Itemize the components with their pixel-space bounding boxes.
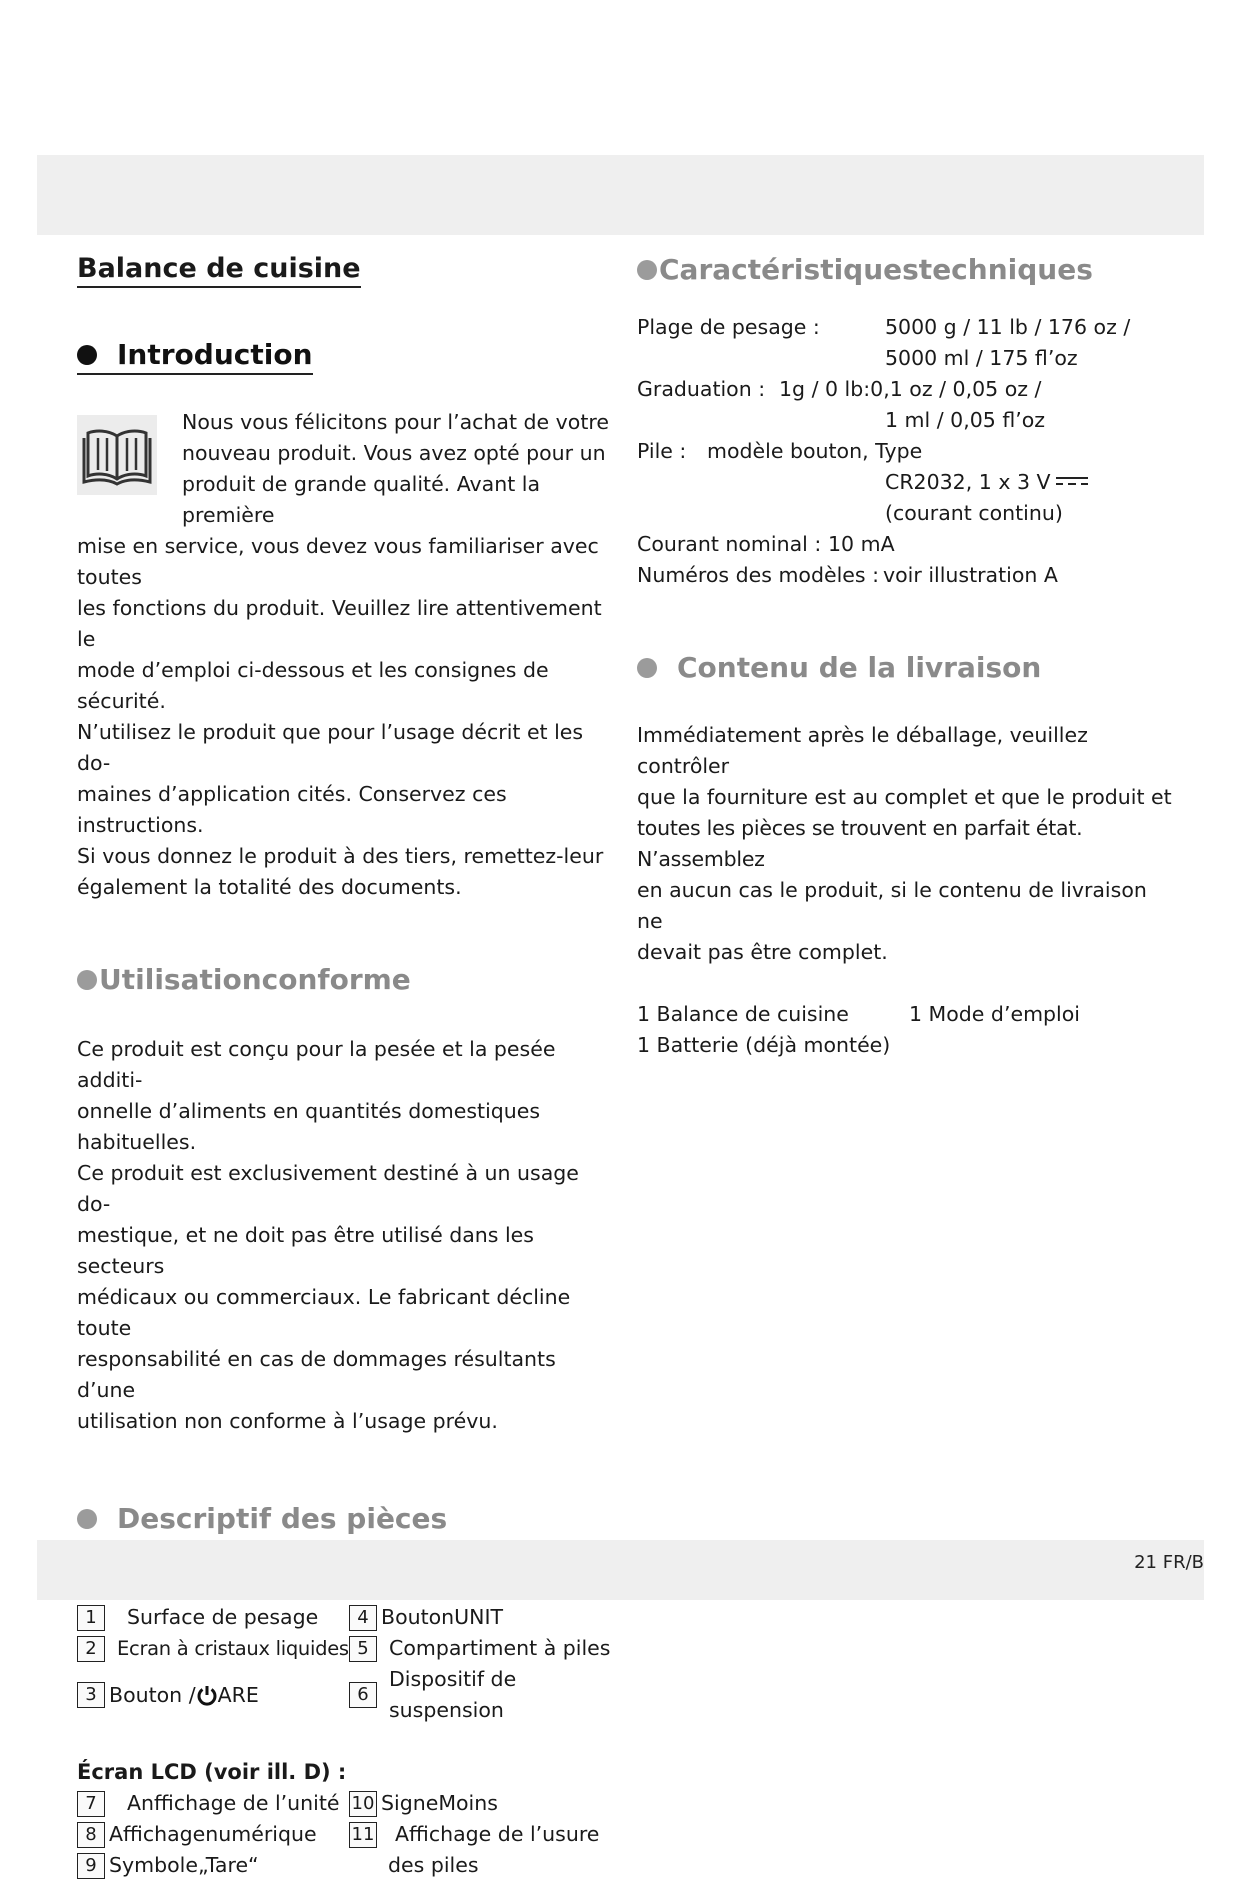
usage-line-5: médicaux ou commerciaux. Le fabricant décline toute bbox=[77, 1285, 571, 1340]
usage-text bbox=[77, 1034, 612, 1437]
list-item: 9 Symbole„Tare“ bbox=[77, 1850, 349, 1881]
specs-heading: Caractéristiquestechniques bbox=[637, 253, 1172, 286]
spec-current: Courant nominal : 10 mA bbox=[637, 532, 895, 556]
intro-line-4: mise en service, vous devez vous familiariser avec toutes bbox=[77, 534, 599, 589]
spec-models: Numéros des modèles : voir illustration A bbox=[637, 563, 1058, 587]
usage-line-4: mestique, et ne doit pas être utilisé dans les secteurs bbox=[77, 1223, 534, 1278]
left-column bbox=[77, 245, 612, 1881]
list-item: 4 BoutonUNIT bbox=[349, 1602, 619, 1633]
parts-heading: Descriptif des pièces bbox=[77, 1502, 612, 1535]
bullet-icon bbox=[77, 970, 97, 990]
introduction-heading: Introduction bbox=[77, 338, 612, 375]
delivery-line-3: toutes les pièces se trouvent en parfait état. N’assemblez bbox=[637, 816, 1083, 871]
spec-graduation: Graduation : 1g / 0 lb:0,1 oz / 0,05 oz / bbox=[637, 377, 1042, 401]
delivery-items bbox=[637, 999, 1172, 1061]
delivery-line-5: devait pas être complet. bbox=[637, 940, 888, 964]
intro-line-8: maines d’application cités. Conservez ces instructions. bbox=[77, 782, 507, 837]
bullet-icon bbox=[77, 345, 97, 365]
delivery-line-4: en aucun cas le produit, si le contenu de livraison ne bbox=[637, 878, 1147, 933]
list-item: 3 Bouton / ARE bbox=[77, 1664, 349, 1726]
lcd-parts-list bbox=[77, 1788, 612, 1881]
list-item: 1 Surface de pesage bbox=[77, 1602, 349, 1633]
delivery-section bbox=[637, 651, 1172, 1061]
footer-band bbox=[37, 1540, 1204, 1600]
intro-line-5: les fonctions du produit. Veuillez lire attentivement le bbox=[77, 596, 602, 651]
introduction-text bbox=[77, 407, 612, 903]
page-number: 21 FR/B bbox=[1134, 1552, 1204, 1573]
intro-line-3: produit de grande qualité. Avant la première bbox=[182, 472, 541, 527]
bullet-icon bbox=[77, 1509, 97, 1529]
list-item: 11 Affichage de l’usure bbox=[349, 1819, 619, 1850]
delivery-item: 1 Mode d’emploi bbox=[909, 1002, 1080, 1026]
lcd-parts-title: Écran LCD (voir ill. D) : bbox=[77, 1760, 347, 1784]
direct-current-icon bbox=[1055, 467, 1089, 498]
spec-battery: Pile : modèle bouton, Type bbox=[637, 439, 923, 463]
scale-parts-list bbox=[77, 1602, 612, 1726]
delivery-item: 1 Balance de cuisine bbox=[637, 1002, 849, 1026]
list-item: 10 SigneMoins bbox=[349, 1788, 619, 1819]
delivery-line-2: que la fourniture est au complet et que le produit et bbox=[637, 785, 1172, 809]
list-item: 7 Anffichage de l’unité bbox=[77, 1788, 349, 1819]
delivery-line-1: Immédiatement après le déballage, veuillez contrôler bbox=[637, 723, 1088, 778]
delivery-text bbox=[637, 720, 1172, 968]
list-item: 8 Affichagenumérique bbox=[77, 1819, 349, 1850]
list-item: 2 Ecran à cristaux liquides bbox=[77, 1633, 349, 1664]
introduction-section bbox=[77, 338, 612, 903]
usage-line-3: Ce produit est exclusivement destiné à un usage do- bbox=[77, 1161, 579, 1216]
bullet-icon bbox=[637, 658, 657, 678]
intro-line-2: nouveau produit. Vous avez opté pour un bbox=[182, 441, 606, 465]
usage-line-7: utilisation non conforme à l’usage prévu. bbox=[77, 1409, 498, 1433]
specs-section bbox=[637, 253, 1172, 591]
delivery-heading: Contenu de la livraison bbox=[637, 651, 1172, 684]
bullet-icon bbox=[637, 260, 657, 280]
intro-line-9: Si vous donnez le produit à des tiers, remettez-leur bbox=[77, 844, 604, 868]
usage-line-2: onnelle d’aliments en quantités domestiques habituelles. bbox=[77, 1099, 541, 1154]
usage-line-1: Ce produit est conçu pour la pesée et la pesée additi- bbox=[77, 1037, 556, 1092]
intro-line-10: également la totalité des documents. bbox=[77, 875, 462, 899]
spec-range: Plage de pesage : 5000 g / 11 lb / 176 oz / bbox=[637, 315, 1131, 339]
delivery-item: 1 Batterie (déjà montée) bbox=[637, 1033, 891, 1057]
document-title: Balance de cuisine bbox=[77, 253, 361, 288]
intro-line-7: N’utilisez le produit que pour l’usage décrit et les do- bbox=[77, 720, 584, 775]
list-item: 5 Compartiment à piles bbox=[349, 1633, 619, 1664]
open-book-icon bbox=[77, 415, 157, 495]
list-item: des piles bbox=[388, 1853, 479, 1877]
specs-list: Plage de pesage : 5000 g / 11 lb / 176 oz / 5000 ml / 175 fl’oz Graduation : 1g / 0 lb:0,1 oz / 0,05 oz / 1 ml / 0,05 fl’oz Pile : modèle bouton, Type CR2032, 1 x 3 V (courant continu) Courant nominal : 10 mA Numéros des modèles : voir illustration A bbox=[637, 312, 1172, 591]
usage-line-6: responsabilité en cas de dommages résultants d’une bbox=[77, 1347, 556, 1402]
right-column bbox=[637, 245, 1172, 1061]
usage-section bbox=[77, 963, 612, 1437]
power-icon bbox=[196, 1684, 218, 1706]
intro-line-1: Nous vous félicitons pour l’achat de votre bbox=[182, 410, 609, 434]
usage-heading: Utilisationconforme bbox=[77, 963, 612, 996]
list-item: 6 Dispositif de suspension bbox=[349, 1664, 619, 1726]
intro-line-6: mode d’emploi ci-dessous et les consignes de sécurité. bbox=[77, 658, 549, 713]
header-band bbox=[37, 155, 1204, 235]
